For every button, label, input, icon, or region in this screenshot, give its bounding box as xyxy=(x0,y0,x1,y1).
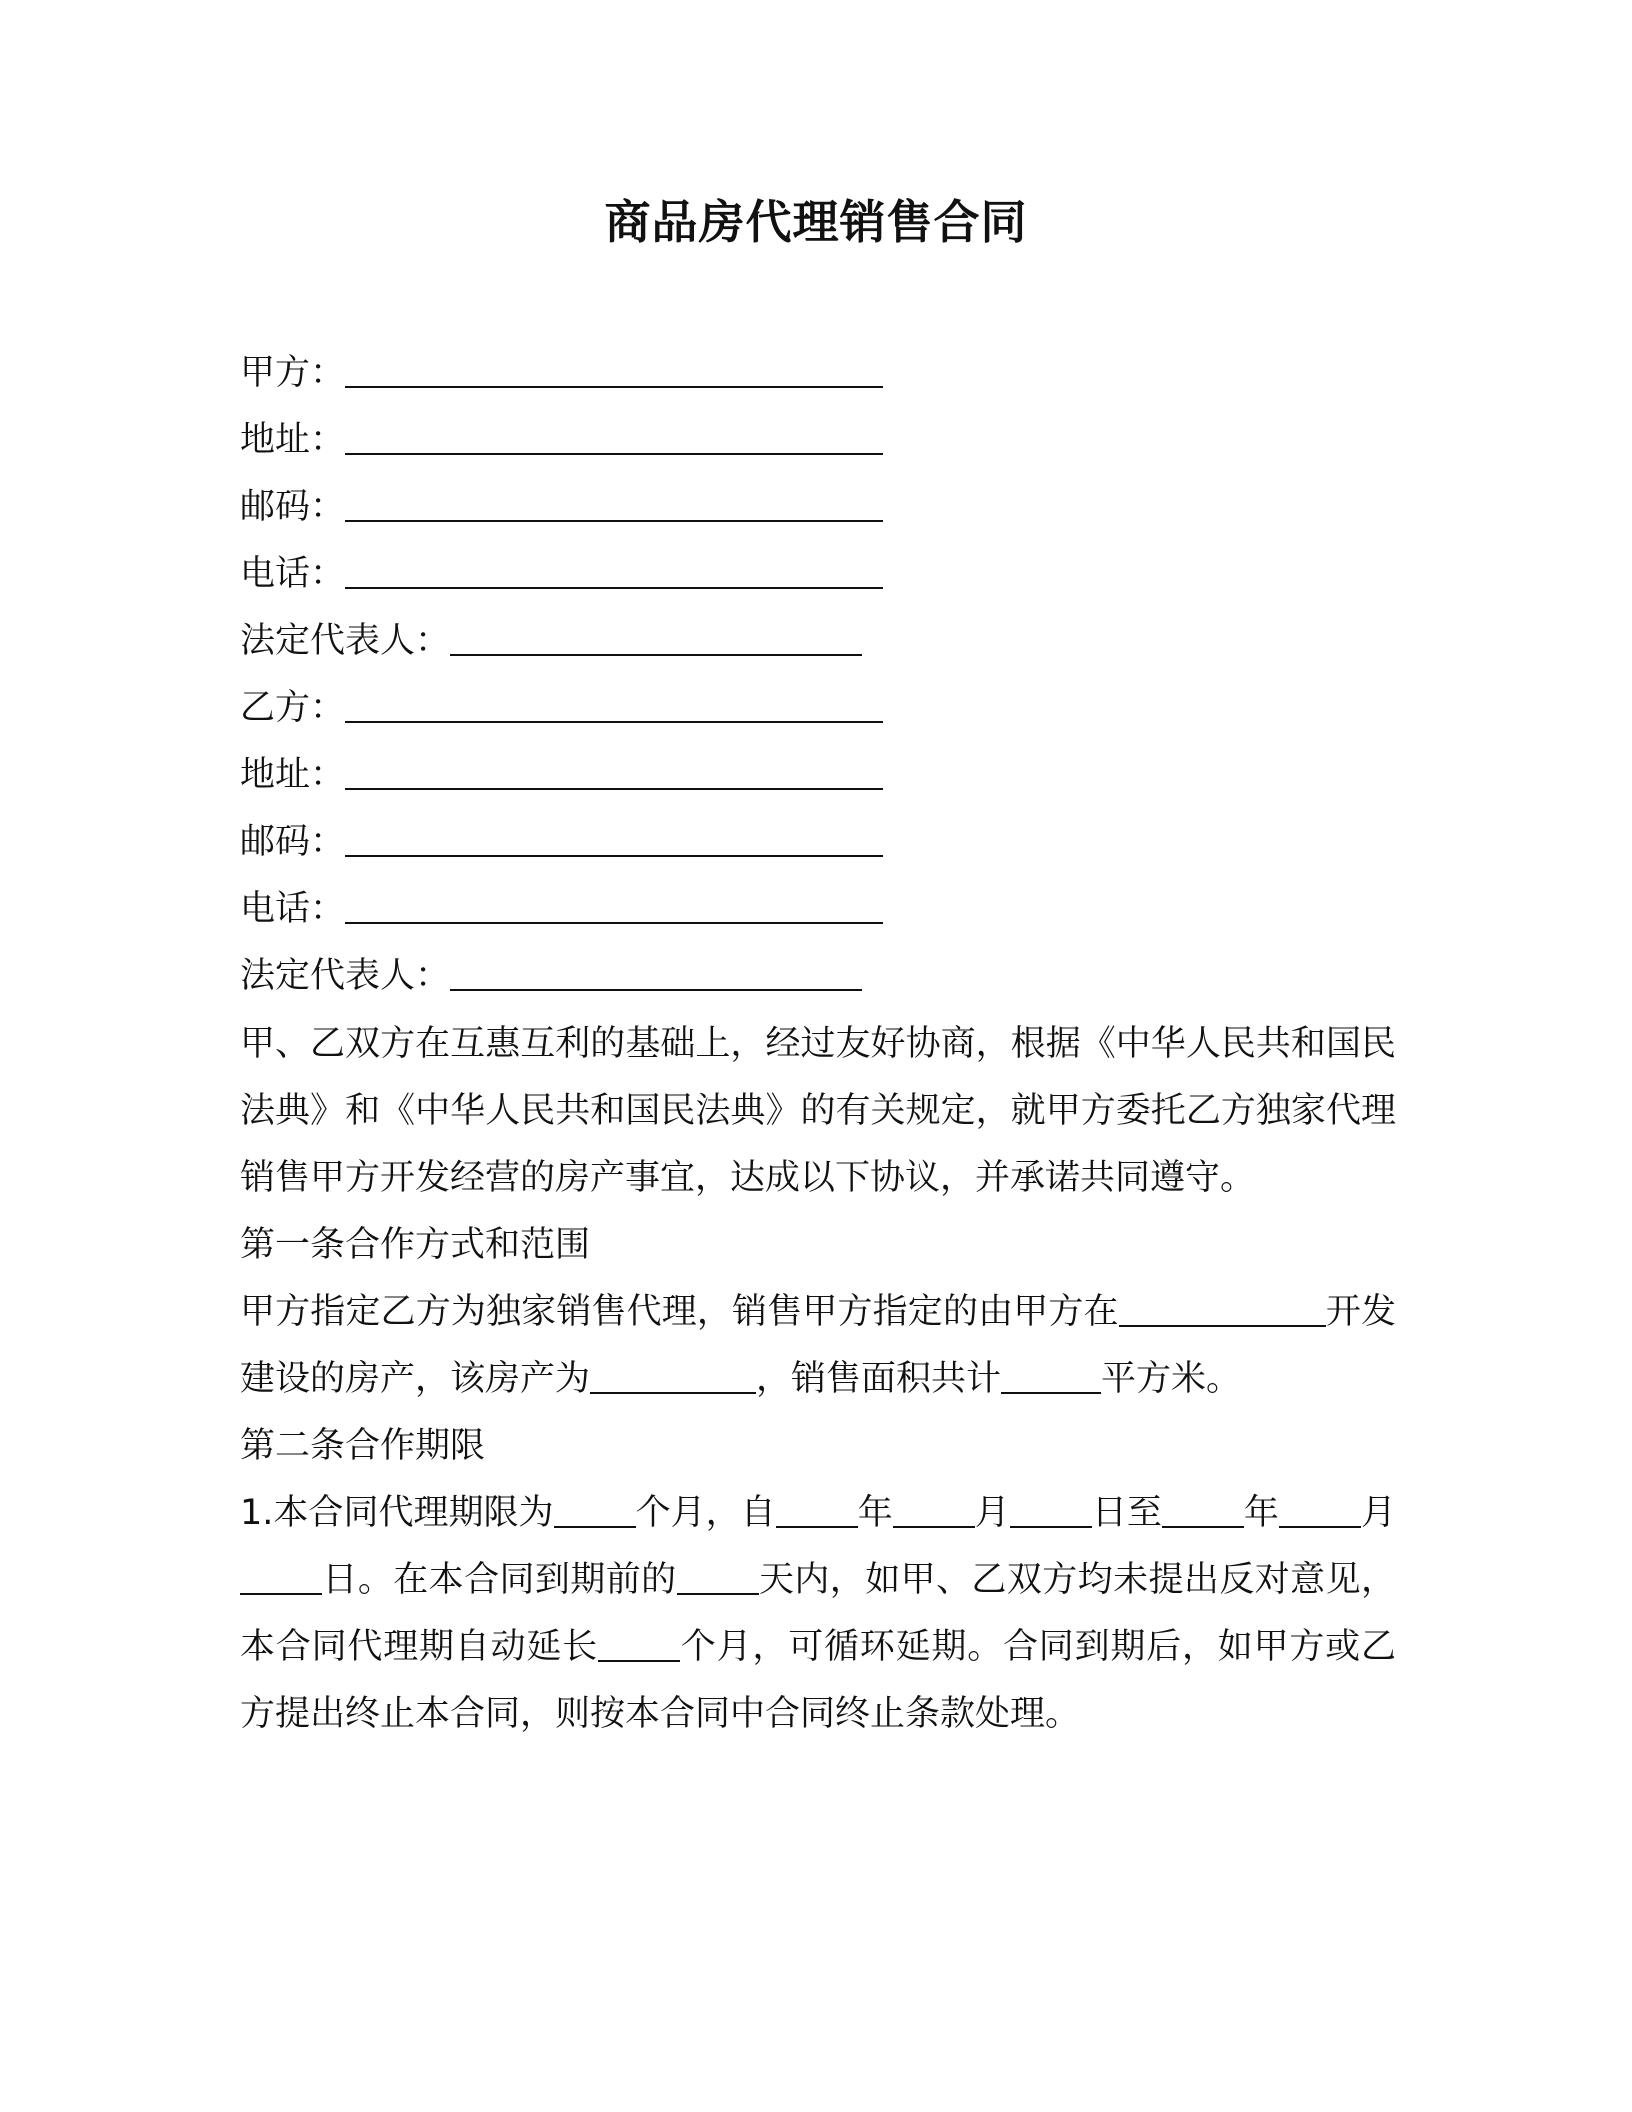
field-label: 邮码： xyxy=(240,822,346,862)
article-text: 年 xyxy=(857,1493,893,1533)
field-label: 乙方： xyxy=(240,688,346,728)
fill-in-blank xyxy=(776,1490,858,1528)
fill-in-blank xyxy=(1162,1490,1244,1528)
field-label: 地址： xyxy=(240,420,346,460)
fill-in-blank xyxy=(345,551,883,589)
page-title: 商品房代理销售合同 xyxy=(604,195,1028,249)
party-info-section xyxy=(240,340,1390,1010)
fill-in-blank xyxy=(1279,1490,1361,1528)
fill-in-blank xyxy=(893,1490,975,1528)
field-label: 电话： xyxy=(240,889,346,929)
fill-in-blank xyxy=(240,1557,322,1595)
party-a-phone-field xyxy=(240,541,1390,608)
article-text: 月 xyxy=(1360,1493,1396,1533)
field-label: 邮码： xyxy=(240,487,346,527)
article-2-heading: 第二条合作期限 xyxy=(240,1426,486,1466)
party-b-name-field xyxy=(240,675,1390,742)
fill-in-blank xyxy=(1010,1490,1092,1528)
article-1-heading: 第一条合作方式和范围 xyxy=(240,1225,591,1265)
fill-in-blank xyxy=(345,685,883,723)
party-b-postcode-field xyxy=(240,809,1390,876)
fill-in-blank xyxy=(590,1356,756,1394)
fill-in-blank xyxy=(450,618,862,656)
article-text: 年 xyxy=(1243,1493,1279,1533)
article-text: 1.本合同代理期限为 xyxy=(240,1493,554,1533)
party-a-name-field xyxy=(240,340,1390,407)
fill-in-blank xyxy=(1001,1356,1101,1394)
article-text: 个月，自 xyxy=(635,1493,776,1533)
article-1-paragraph xyxy=(240,1279,1396,1413)
fill-in-blank xyxy=(345,819,883,857)
contract-body xyxy=(240,1011,1396,1748)
article-text: 天内，如甲、乙双方均未提出反对意见，本合同代理期自动延长 xyxy=(240,1560,1396,1667)
fill-in-blank xyxy=(554,1490,636,1528)
field-label: 地址： xyxy=(240,755,346,795)
fill-in-blank xyxy=(345,886,883,924)
party-a-representative-field xyxy=(240,608,1390,675)
fill-in-blank xyxy=(345,752,883,790)
field-label: 甲方： xyxy=(240,353,346,393)
field-label: 电话： xyxy=(240,554,346,594)
fill-in-blank xyxy=(598,1624,680,1662)
party-a-postcode-field xyxy=(240,474,1390,541)
party-b-phone-field xyxy=(240,876,1390,943)
party-a-address-field xyxy=(240,407,1390,474)
fill-in-blank xyxy=(1119,1289,1326,1327)
party-b-representative-field xyxy=(240,943,1390,1010)
fill-in-blank xyxy=(345,484,883,522)
article-text: ，销售面积共计 xyxy=(756,1359,1002,1399)
article-text: 月 xyxy=(974,1493,1010,1533)
article-text: 个月，可循环延期。合同到期后，如甲方或乙方提出终止本合同，则按本合同中合同终止条款处理。 xyxy=(240,1627,1396,1734)
party-b-address-field xyxy=(240,742,1390,809)
fill-in-blank xyxy=(345,350,883,388)
fill-in-blank xyxy=(345,417,883,455)
preamble-paragraph: 甲、乙双方在互惠互利的基础上，经过友好协商，根据《中华人民共和国民法典》和《中华人民共和国民法典》的有关规定，就甲方委托乙方独家代理销售甲方开发经营的房产事宜，达成以下协议，并承诺共同遵守。 xyxy=(240,1024,1396,1198)
article-text: 日至 xyxy=(1091,1493,1162,1533)
article-text: 日。在本合同到期前的 xyxy=(322,1560,677,1600)
article-text: 开发建设的房产，该房产为 xyxy=(240,1292,1396,1399)
field-label: 法定代表人： xyxy=(240,956,451,996)
article-2-paragraph xyxy=(240,1480,1396,1748)
fill-in-blank xyxy=(677,1557,759,1595)
article-text: 平方米。 xyxy=(1101,1359,1242,1399)
fill-in-blank xyxy=(450,953,862,991)
field-label: 法定代表人： xyxy=(240,621,451,661)
article-text: 甲方指定乙方为独家销售代理，销售甲方指定的由甲方在 xyxy=(240,1292,1119,1332)
